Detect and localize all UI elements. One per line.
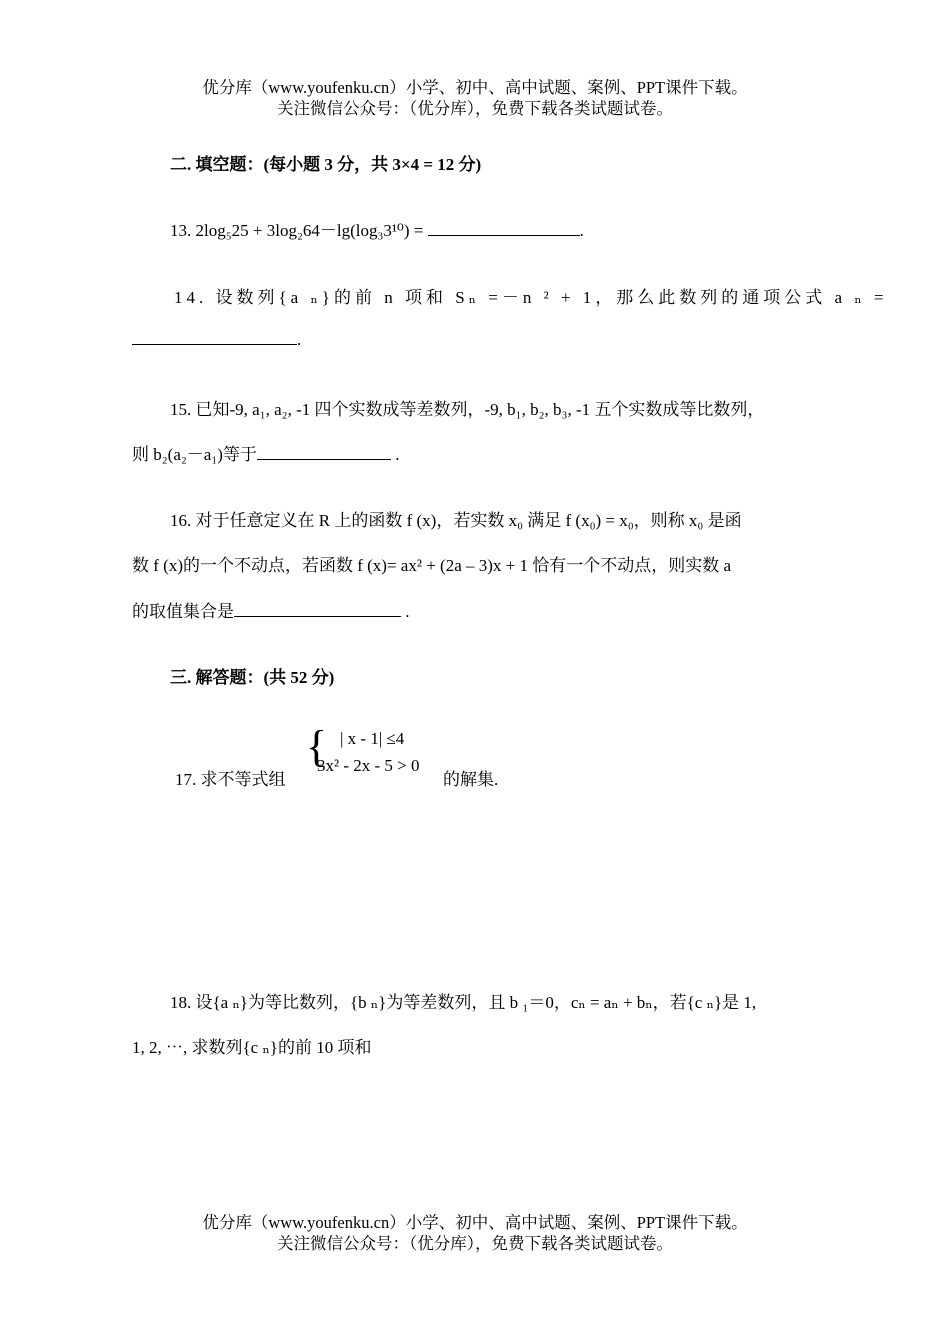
question-16-line-2: 数 f (x)的一个不动点，若函数 f (x)= ax² + (2a – 3)x + 1 恰有一个不动点，则实数 a — [132, 556, 732, 575]
question-15-line-1: 15. 已知-9, a₁, a₂, -1 四个实数成等差数列，-9, b₁, b₂, b₃, -1 五个实数成等比数列， — [170, 400, 765, 419]
question-14-end: . — [297, 330, 302, 349]
answer-blank-15 — [257, 444, 391, 460]
question-14-line-1: 14. 设数列{a ₙ}的前 n 项和 Sₙ =－n ² + 1，那么此数列的通项公式 a ₙ = — [174, 288, 888, 307]
inequality-1: | x - 1| ≤4 — [340, 729, 405, 748]
system-brace: { — [306, 722, 328, 771]
question-16-line-1: 16. 对于任意定义在 R 上的函数 f (x)，若实数 x₀ 满足 f (x₀) = x₀，则称 x₀ 是函 — [170, 511, 742, 530]
question-15-text: 则 b₂(a₂－a₁)等于 — [132, 445, 257, 464]
section-2-title: 二. 填空题：(每小题 3 分，共 3×4 = 12 分) — [170, 155, 482, 174]
section-3-title: 三. 解答题：(共 52 分) — [170, 668, 335, 687]
answer-blank-13 — [428, 220, 580, 236]
question-13 — [170, 216, 584, 241]
question-16-line-3 — [132, 597, 410, 622]
header-line-2: 关注微信公众号：（优分库），免费下载各类试题试卷。 — [277, 99, 673, 118]
question-18-line-2: 1, 2, ⋯, 求数列{c ₙ}的前 10 项和 — [132, 1038, 372, 1057]
question-18-line-1: 18. 设{a ₙ}为等比数列，{b ₙ}为等差数列，且 b ₁＝0，cₙ = aₙ + bₙ，若{c ₙ}是 1, — [170, 993, 757, 1012]
question-17-prefix: 17. 求不等式组 — [175, 770, 286, 789]
question-13-end: . — [579, 221, 584, 240]
answer-blank-14 — [132, 329, 297, 345]
answer-blank-16 — [234, 601, 401, 617]
question-15-line-2 — [132, 440, 399, 465]
footer-line-2: 关注微信公众号：（优分库），免费下载各类试题试卷。 — [277, 1234, 673, 1253]
question-17-suffix: 的解集. — [443, 770, 499, 789]
question-16-end: . — [401, 602, 410, 621]
header-line-1: 优分库（www.youfenku.cn）小学、初中、高中试题、案例、PPT课件下载。 — [202, 78, 748, 97]
question-13-text: 13. 2log₅25 + 3log₂64－lg(log₃3¹⁰) = — [170, 221, 428, 240]
question-16-text: 的取值集合是 — [132, 602, 234, 621]
inequality-2: 3x² - 2x - 5 > 0 — [317, 756, 420, 775]
footer-line-1: 优分库（www.youfenku.cn）小学、初中、高中试题、案例、PPT课件下载。 — [202, 1213, 748, 1232]
question-14-line-2 — [132, 329, 301, 350]
question-15-end: . — [390, 445, 400, 464]
